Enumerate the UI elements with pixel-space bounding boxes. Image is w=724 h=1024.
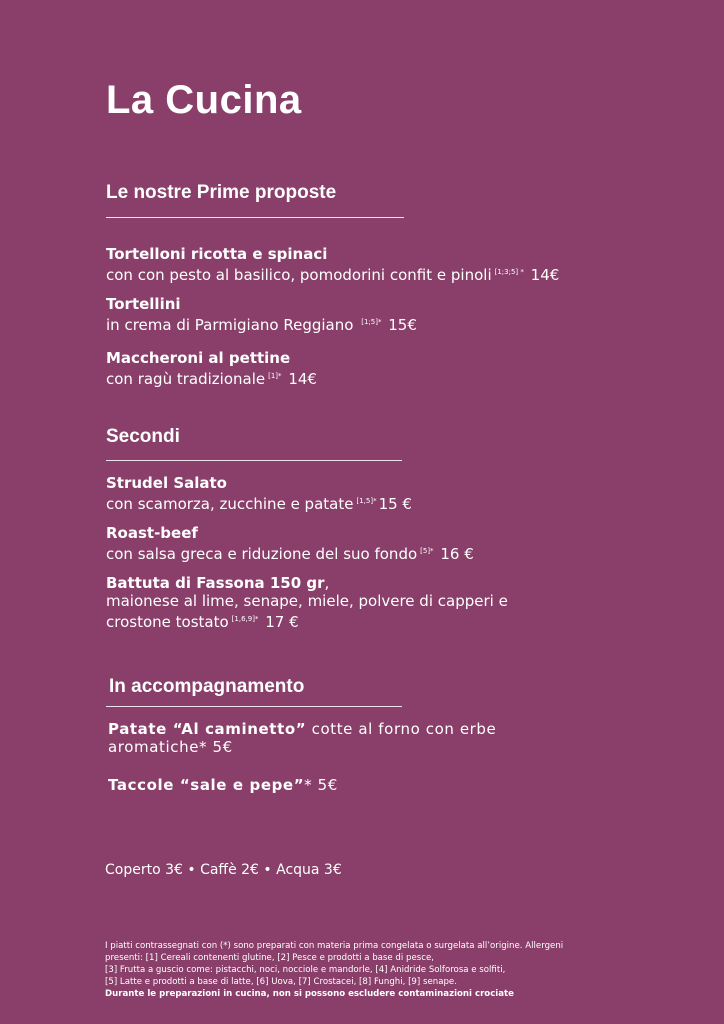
divider — [106, 217, 404, 218]
footer-line: [3] Frutta a guscio come: pistacchi, noci, nocciole e mandorle, [4] Anidride Solforosa e solfiti, — [105, 965, 506, 975]
dish-name: Tortelloni ricotta e spinaci — [106, 245, 328, 263]
menu-item — [106, 574, 508, 631]
dish-description: maionese al lime, senape, miele, polvere di capperi e — [106, 592, 508, 610]
dish-description: con scamorza, zucchine e patate — [106, 495, 354, 513]
dish-name: Taccole “sale e pepe” — [108, 776, 305, 794]
footer-line: [5] Latte e prodotti a base di latte, [6] Uova, [7] Crostacei, [8] Funghi, [9] senape. — [105, 977, 457, 987]
menu-item — [106, 295, 417, 334]
divider — [106, 460, 402, 461]
footer-note: Durante le preparazioni in cucina, non si possono escludere contaminazioni crociate — [105, 989, 514, 999]
allergen-codes: [1,5]* — [356, 497, 377, 505]
dish-description-cont: aromatiche* 5€ — [108, 738, 233, 756]
dish-description: con ragù tradizionale — [106, 370, 266, 388]
dish-name: Battuta di Fassona 150 gr — [106, 574, 325, 592]
extras-line: Coperto 3€ • Caffè 2€ • Acqua 3€ — [105, 862, 342, 878]
menu-item — [106, 524, 474, 563]
menu-item — [106, 474, 412, 513]
allergen-codes: [1;5]* — [361, 318, 382, 326]
dish-description: cotte al forno con erbe — [311, 720, 497, 738]
page-title: La Cucina — [106, 78, 302, 122]
dish-name: Strudel Salato — [106, 474, 227, 492]
dish-price: 16 € — [440, 545, 474, 563]
section-heading-contorni: In accompagnamento — [109, 676, 305, 697]
dish-description: con con pesto al basilico, pomodorini confit e pinoli — [106, 266, 492, 284]
dish-price: 15€ — [388, 316, 417, 334]
dish-name: Roast-beef — [106, 524, 198, 542]
divider — [106, 706, 402, 707]
menu-item — [106, 245, 559, 284]
allergen-codes: [1]* — [268, 372, 282, 380]
dish-price: 15 € — [378, 495, 412, 513]
dish-description: con salsa greca e riduzione del suo fondo — [106, 545, 418, 563]
dish-name: Tortellini — [106, 295, 181, 313]
footer-line: I piatti contrassegnati con (*) sono preparati con materia prima congelata o surgelata all’origine. Allergeni — [105, 941, 564, 951]
menu-item — [108, 776, 338, 794]
allergen-footer — [105, 940, 625, 1000]
name-suffix: , — [324, 574, 330, 592]
dish-description-cont: crostone tostato — [106, 613, 229, 631]
dish-price: 14€ — [530, 266, 560, 284]
allergen-codes: [5]* — [420, 547, 434, 555]
allergen-codes: [1,6,9]* — [231, 615, 259, 623]
dish-price: 17 € — [265, 613, 299, 631]
dish-price: 14€ — [288, 370, 317, 388]
dish-price: * 5€ — [304, 776, 338, 794]
menu-item — [108, 720, 496, 756]
section-heading-secondi: Secondi — [106, 426, 180, 447]
allergen-codes: [1;3;5] * — [494, 268, 524, 276]
section-heading-primi: Le nostre Prime proposte — [106, 182, 337, 203]
dish-name: Patate “Al caminetto” — [108, 720, 307, 738]
dish-name: Maccheroni al pettine — [106, 349, 291, 367]
menu-item — [106, 349, 317, 388]
footer-line: presenti: [1] Cereali contenenti glutine, [2] Pesce e prodotti a base di pesce, — [105, 953, 434, 963]
dish-description: in crema di Parmigiano Reggiano — [106, 316, 354, 334]
